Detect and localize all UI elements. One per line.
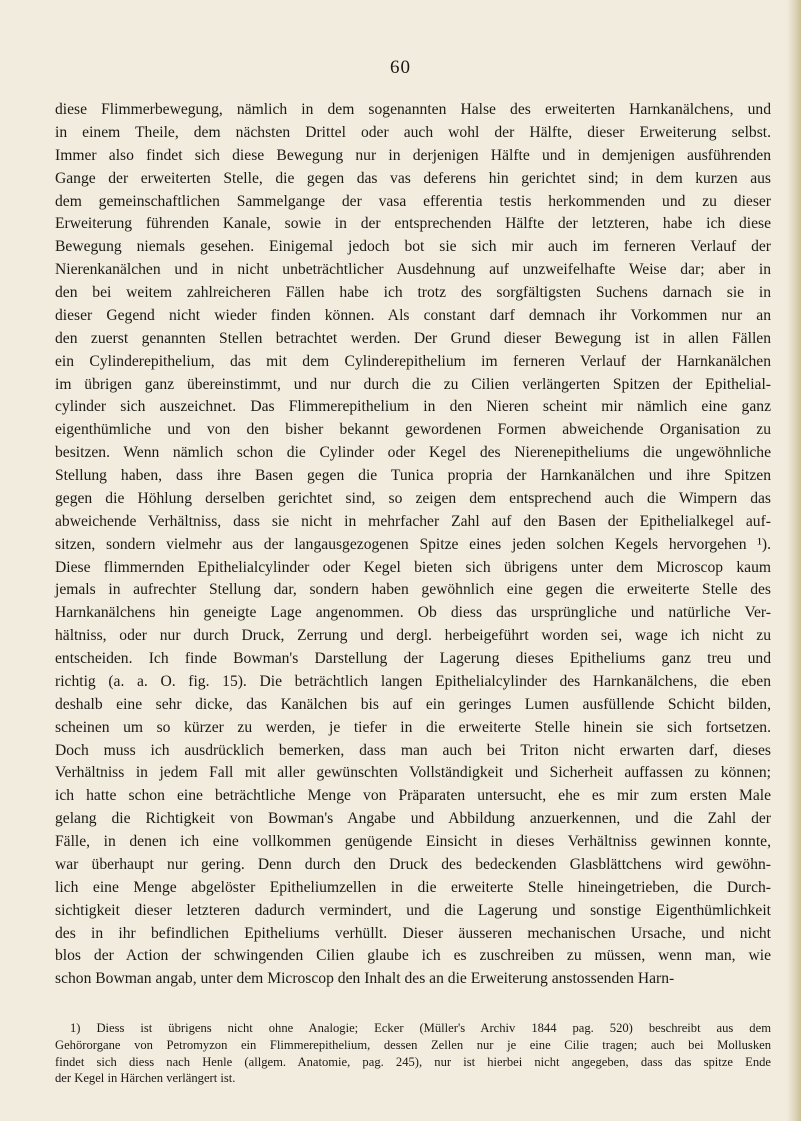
body-text-line: des in ihr befindlichen Epitheliums verhüllt. Dieser äusseren mechanischen Ursache, und nicht bbox=[55, 924, 771, 942]
body-text-line: sitzen, sondern vielmehr aus der langausgezogenen Spitze eines jeden solchen Kegels hervorgehen ¹). bbox=[55, 535, 771, 553]
body-text-line: Nierenkanälchen und in nicht unbeträchtlicher Ausdehnung auf unzweifelhafte Weise dar; aber in bbox=[55, 261, 771, 279]
footnotes bbox=[55, 1020, 771, 1087]
body-text-line: jemals in aufrechter Stellung dar, sondern haben gewöhnlich eine gegen die erweiterte Stelle des bbox=[55, 581, 771, 599]
body-text-line: ein Cylinderepithelium, das mit dem Cylinderepithelium im ferneren Verlauf der Harnkanälchen bbox=[55, 352, 771, 370]
body-text-line: war überhaupt nur gering. Denn durch den Druck des bedeckenden Glasblättchens wird gewöhn- bbox=[55, 855, 771, 873]
footnote-line: der Kegel in Härchen verlängert ist. bbox=[55, 1071, 236, 1086]
body-text-line: ich hatte schon eine beträchtliche Menge von Präparaten untersucht, ehe es mir zum ersten Male bbox=[55, 787, 771, 805]
body-text bbox=[55, 99, 771, 991]
body-text-line: Fälle, in denen ich eine vollkommen genügende Einsicht in dieses Verhältniss gewinnen konnte, bbox=[55, 833, 771, 850]
body-text-line: den bei weitem zahlreicheren Fällen habe ich trotz des sorgfältigsten Suchens darnach sie in bbox=[55, 284, 771, 301]
body-text-line: gegen die Höhlung derselben gerichtet sind, so zeigen dem entsprechend auch die Wimpern das bbox=[55, 489, 771, 507]
body-text-line: Verhältniss in jedem Fall mit aller gewünschten Vollständigkeit und Sicherheit auffassen zu können; bbox=[55, 764, 771, 782]
page-number: 60 bbox=[390, 57, 411, 78]
footnote-line: Gehörorgane von Petromyzon ein Flimmerepithelium, dessen Zellen nur je eine Cilie tragen; auch bei Mollusken bbox=[55, 1037, 771, 1052]
body-text-line: im übrigen ganz übereinstimmt, und nur durch die zu Cilien verlängerten Spitzen der Epithelial- bbox=[55, 375, 771, 393]
body-text-line: Doch muss ich ausdrücklich bemerken, dass man auch bei Triton nicht erwarten darf, dieses bbox=[55, 741, 771, 759]
body-text-line: entscheiden. Ich finde Bowman's Darstellung der Lagerung dieses Epitheliums ganz treu und bbox=[55, 650, 771, 667]
body-text-line: abweichende Verhältniss, dass sie nicht in mehrfacher Zahl auf den Basen der Epithelialkegel auf- bbox=[55, 512, 771, 530]
page-edge-shadow bbox=[787, 0, 801, 1121]
body-text-line: hältniss, oder nur durch Druck, Zerrung und dergl. herbeigeführt worden sei, wage ich nicht zu bbox=[55, 627, 771, 645]
body-text-line: blos der Action der schwingenden Cilien glaube ich es zuschreiben zu müssen, wenn man, wie bbox=[55, 947, 771, 965]
body-text-line: Bewegung niemals gesehen. Einigemal jedoch bot sie sich mir auch im ferneren Verlauf der bbox=[55, 238, 771, 256]
footnote-line: findet sich diess nach Henle (allgem. Anatomie, pag. 245), nur ist hierbei nicht angegeben, dass das spitze Ende bbox=[55, 1054, 771, 1069]
body-text-line: Harnkanälchens hin geneigte Lage angenommen. Ob diess das ursprüngliche und natürliche Ver- bbox=[55, 604, 771, 622]
body-text-line: richtig (a. a. O. fig. 15). Die beträchtlich langen Epithelialcylinder des Harnkanälchens, die eben bbox=[55, 672, 771, 690]
body-text-line: eigenthümliche und von den bisher bekannt gewordenen Formen abweichende Organisation zu bbox=[55, 421, 771, 439]
body-text-line: Immer also findet sich diese Bewegung nur in derjenigen Hälfte und in demjenigen ausführenden bbox=[55, 146, 771, 164]
footnote-line: 1) Diess ist übrigens nicht ohne Analogie; Ecker (Müller's Archiv 1844 pag. 520) beschreibt aus dem bbox=[70, 1021, 771, 1035]
body-text-line: cylinder sich auszeichnet. Das Flimmerepithelium in den Nieren scheint mir nämlich eine ganz bbox=[55, 398, 771, 416]
body-text-line: Erweiterung führenden Kanale, sowie in der entsprechenden Hälfte der letzteren, habe ich diese bbox=[55, 215, 771, 233]
body-text-line: dieser Gegend nicht wieder finden können. Als constant darf demnach ihr Vorkommen nur an bbox=[55, 306, 771, 324]
body-text-line: Stellung haben, dass ihre Basen gegen die Tunica propria der Harnkanälchen und ihre Spitzen bbox=[55, 467, 771, 484]
body-text-line: Diese flimmernden Epithelialcylinder oder Kegel bieten sich übrigens unter dem Microscop kaum bbox=[55, 558, 771, 576]
body-text-line: sichtigkeit dieser letzteren dadurch vermindert, und die Lagerung und sonstige Eigenthümlichkeit bbox=[55, 901, 771, 919]
body-text-line: schon Bowman angab, unter dem Microscop den Inhalt des an die Erweiterung anstossenden Harn- bbox=[55, 970, 675, 988]
body-text-line: diese Flimmerbewegung, nämlich in dem sogenannten Halse des erweiterten Harnkanälchens, und bbox=[55, 101, 771, 118]
body-text-line: Gange der erweiterten Stelle, die gegen das vas deferens hin gerichtet sind; in dem kurzen aus bbox=[55, 169, 771, 187]
body-text-line: deshalb eine sehr dicke, das Kanälchen bis auf ein geringes Lumen ausfüllende Schicht bilden, bbox=[55, 695, 771, 713]
body-text-line: in einem Theile, dem nächsten Drittel oder auch wohl der Hälfte, dieser Erweiterung selbst. bbox=[55, 123, 771, 141]
body-text-line: den zuerst genannten Stellen betrachtet werden. Der Grund dieser Bewegung ist in allen Fällen bbox=[55, 329, 771, 347]
body-text-line: gelang die Richtigkeit von Bowman's Angabe und Abbildung anzuerkennen, und die Zahl der bbox=[55, 810, 771, 828]
body-text-line: dem gemeinschaftlichen Sammelgange der vasa efferentia testis herkommenden und zu dieser bbox=[55, 192, 771, 210]
body-text-line: scheinen um so kürzer zu werden, je tiefer in die erweiterte Stelle hinein sie sich fortsetzen. bbox=[55, 718, 771, 736]
body-text-line: besitzen. Wenn nämlich schon die Cylinder oder Kegel des Nierenepitheliums die ungewöhnliche bbox=[55, 444, 771, 462]
body-text-line: lich eine Menge abgelöster Epitheliumzellen in die erweiterte Stelle hineingetrieben, die Durch- bbox=[55, 878, 771, 896]
